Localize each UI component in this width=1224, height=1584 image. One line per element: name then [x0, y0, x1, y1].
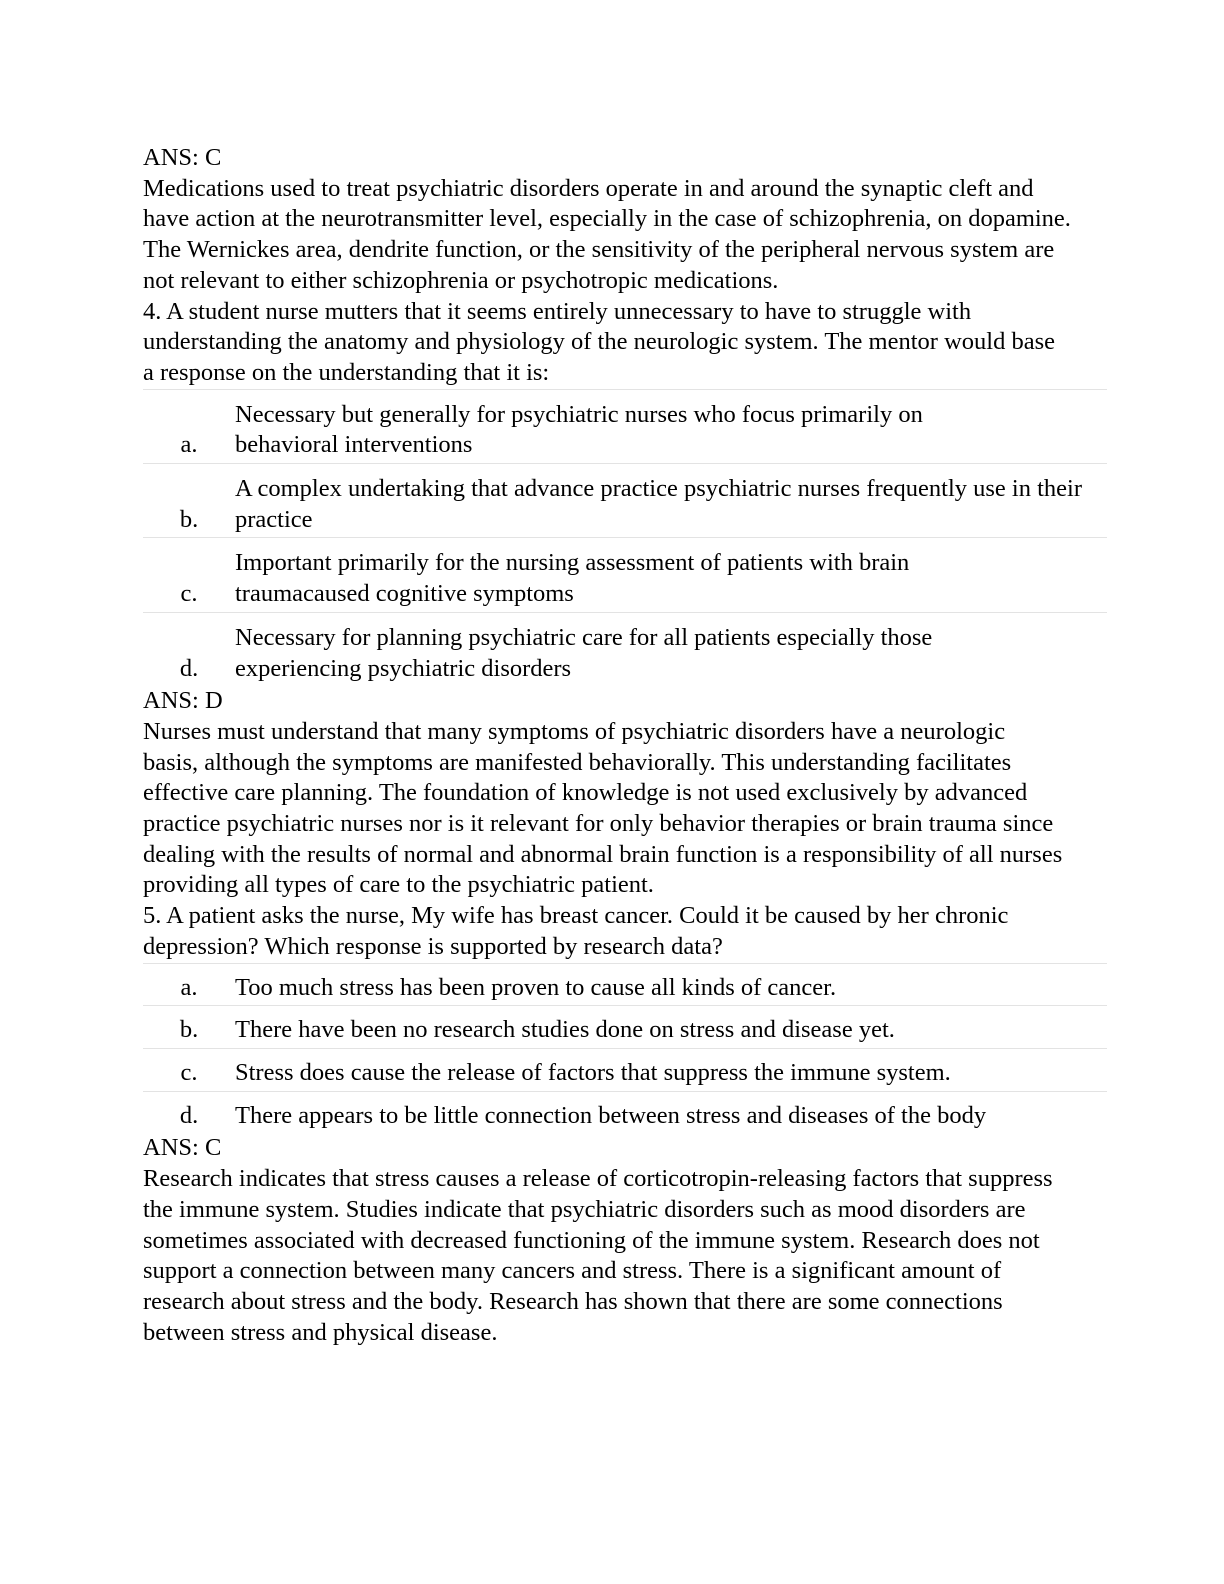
- answer-line: ANS: C: [143, 144, 222, 171]
- option-letter: d.: [179, 654, 199, 682]
- option-letter: a.: [180, 973, 198, 1001]
- option-row: [143, 389, 1107, 463]
- option-letter: b.: [179, 1016, 199, 1044]
- answer-line: ANS: D: [143, 687, 223, 715]
- option-text: There have been no research studies done on stress and disease yet.: [235, 1016, 895, 1044]
- option-row: [143, 1091, 1107, 1133]
- option-letter: c.: [180, 1058, 198, 1086]
- option-row: [143, 1006, 1107, 1049]
- option-row: [143, 612, 1107, 686]
- option-text: Too much stress has been proven to cause all kinds of cancer.: [235, 973, 837, 1001]
- answer-line: ANS: C: [143, 1134, 222, 1162]
- option-letter: c.: [180, 580, 198, 608]
- option-row: [143, 1048, 1107, 1091]
- option-text: Necessary but generally for psychiatric nurses who focus primarily on behavioral interventions: [235, 400, 923, 459]
- option-row: [143, 538, 1107, 612]
- rationale-text: Research indicates that stress causes a release of corticotropin-releasing factors that suppress the immune system. Studies indicate that psychiatric disorders such as mood disorders are sometimes associated with decreased functioning of the immune system. Research does not support a connection between many cancers and stress. There is a significant amount of research about stress and the body. Research has shown that there are some connections between stress and physical disease.: [143, 1165, 1053, 1346]
- rationale-text: Medications used to treat psychiatric disorders operate in and around the synaptic cleft and have action at the neurotransmitter level, especially in the case of schizophrenia, on dopamine. The Wernickes area, dendrite function, or the sensitivity of the peripheral nervous system are not relevant to either schizophrenia or psychotropic medications.: [143, 174, 1071, 294]
- option-letter: d.: [179, 1101, 199, 1129]
- question-5-options: [143, 963, 1107, 1134]
- option-text: Necessary for planning psychiatric care for all patients especially those experiencing psychiatric disorders: [235, 623, 933, 682]
- option-letter: b.: [179, 505, 199, 533]
- question-4-options: [143, 389, 1107, 687]
- option-text: A complex undertaking that advance practice psychiatric nurses frequently use in their practice: [235, 475, 1082, 533]
- option-text: There appears to be little connection between stress and diseases of the body: [235, 1101, 987, 1129]
- document-page: [143, 143, 1107, 1348]
- option-row: [143, 464, 1107, 538]
- option-text: Stress does cause the release of factors that suppress the immune system.: [235, 1058, 951, 1086]
- question-4-text: 4. A student nurse mutters that it seems entirely unnecessary to have to struggle with understanding the anatomy and physiology of the neurologic system. The mentor would base a response on the understanding that it is:: [143, 297, 1055, 386]
- option-row: [143, 963, 1107, 1006]
- question-5-text: 5. A patient asks the nurse, My wife has breast cancer. Could it be caused by her chronic depression? Which response is supported by research data?: [143, 902, 1009, 960]
- option-text: Important primarily for the nursing assessment of patients with brain traumacaused cognitive symptoms: [235, 549, 910, 608]
- rationale-text: Nurses must understand that many symptoms of psychiatric disorders have a neurologic basis, although the symptoms are manifested behaviorally. This understanding facilitates effective care planning. The foundation of knowledge is not used exclusively by advanced practice psychiatric nurses nor is it relevant for only behavior therapies or brain trauma since dealing with the results of normal and abnormal brain function is a responsibility of all nurses providing all types of care to the psychiatric patient.: [143, 717, 1063, 899]
- option-letter: a.: [180, 431, 198, 459]
